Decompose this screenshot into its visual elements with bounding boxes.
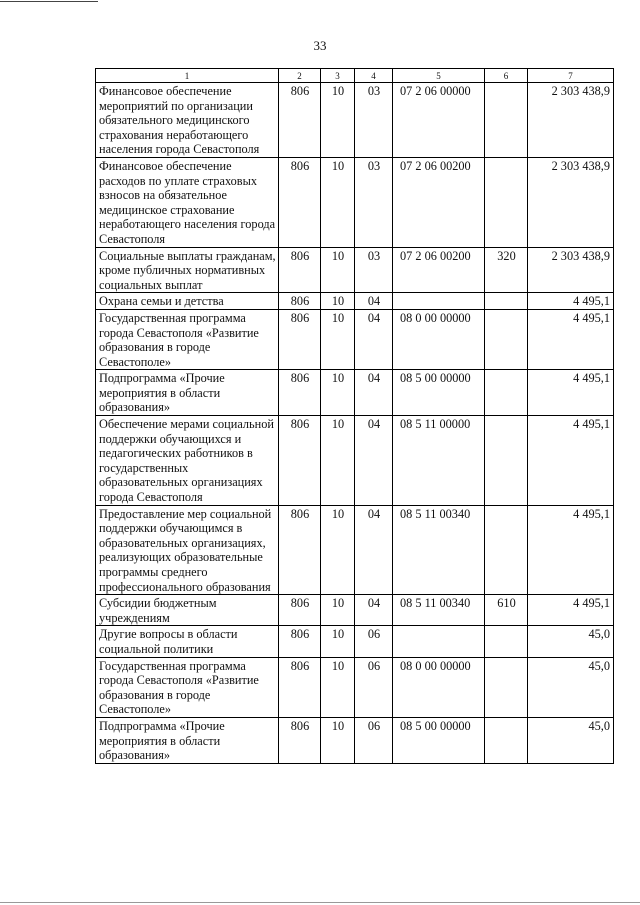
row-name-cell: Подпрограмма «Прочие мероприятия в области образования» bbox=[96, 370, 279, 416]
row-name-cell: Охрана семьи и детства bbox=[96, 293, 279, 310]
row-name-cell: Предоставление мер социальной поддержки обучающимся в образовательных организациях, реализующих образовательные программы среднего профессионального образования bbox=[96, 505, 279, 595]
row-grbs-cell: 806 bbox=[279, 595, 321, 626]
row-subsection-cell: 03 bbox=[355, 157, 393, 247]
row-subsection-cell: 04 bbox=[355, 505, 393, 595]
row-grbs-cell: 806 bbox=[279, 370, 321, 416]
row-target-article-cell: 08 5 00 00000 bbox=[393, 717, 485, 763]
row-subsection-cell: 04 bbox=[355, 370, 393, 416]
row-section-cell: 10 bbox=[321, 717, 355, 763]
row-name-cell: Подпрограмма «Прочие мероприятия в области образования» bbox=[96, 717, 279, 763]
row-expense-type-cell bbox=[485, 717, 528, 763]
table-row bbox=[96, 505, 614, 595]
header-cell: 7 bbox=[528, 69, 614, 83]
row-grbs-cell: 806 bbox=[279, 505, 321, 595]
table-row bbox=[96, 717, 614, 763]
row-amount-cell: 4 495,1 bbox=[528, 370, 614, 416]
table-row bbox=[96, 416, 614, 506]
table-row bbox=[96, 657, 614, 717]
row-target-article-cell: 08 5 11 00340 bbox=[393, 595, 485, 626]
row-subsection-cell: 03 bbox=[355, 247, 393, 293]
row-section-cell: 10 bbox=[321, 416, 355, 506]
row-expense-type-cell bbox=[485, 370, 528, 416]
row-grbs-cell: 806 bbox=[279, 626, 321, 657]
row-subsection-cell: 04 bbox=[355, 293, 393, 310]
row-expense-type-cell bbox=[485, 309, 528, 369]
row-grbs-cell: 806 bbox=[279, 83, 321, 158]
row-amount-cell: 4 495,1 bbox=[528, 293, 614, 310]
row-section-cell: 10 bbox=[321, 505, 355, 595]
row-section-cell: 10 bbox=[321, 370, 355, 416]
row-subsection-cell: 03 bbox=[355, 83, 393, 158]
row-target-article-cell: 08 0 00 00000 bbox=[393, 657, 485, 717]
row-amount-cell: 4 495,1 bbox=[528, 309, 614, 369]
row-grbs-cell: 806 bbox=[279, 416, 321, 506]
row-subsection-cell: 04 bbox=[355, 595, 393, 626]
row-grbs-cell: 806 bbox=[279, 157, 321, 247]
top-rule bbox=[0, 1, 98, 2]
row-name-cell: Другие вопросы в области социальной политики bbox=[96, 626, 279, 657]
row-amount-cell: 4 495,1 bbox=[528, 595, 614, 626]
header-cell: 1 bbox=[96, 69, 279, 83]
row-grbs-cell: 806 bbox=[279, 293, 321, 310]
row-expense-type-cell bbox=[485, 505, 528, 595]
row-name-cell: Социальные выплаты гражданам, кроме публичных нормативных социальных выплат bbox=[96, 247, 279, 293]
row-expense-type-cell bbox=[485, 416, 528, 506]
row-expense-type-cell bbox=[485, 626, 528, 657]
row-name-cell: Государственная программа города Севастополя «Развитие образования в городе Севастополе» bbox=[96, 309, 279, 369]
row-target-article-cell: 08 5 11 00340 bbox=[393, 505, 485, 595]
row-expense-type-cell bbox=[485, 657, 528, 717]
header-cell: 2 bbox=[279, 69, 321, 83]
row-subsection-cell: 04 bbox=[355, 416, 393, 506]
row-expense-type-cell bbox=[485, 157, 528, 247]
row-target-article-cell: 08 5 00 00000 bbox=[393, 370, 485, 416]
row-section-cell: 10 bbox=[321, 83, 355, 158]
table-row bbox=[96, 595, 614, 626]
row-amount-cell: 2 303 438,9 bbox=[528, 247, 614, 293]
row-target-article-cell: 07 2 06 00200 bbox=[393, 247, 485, 293]
row-target-article-cell bbox=[393, 293, 485, 310]
row-section-cell: 10 bbox=[321, 293, 355, 310]
table-row bbox=[96, 293, 614, 310]
budget-table bbox=[95, 68, 614, 764]
row-amount-cell: 4 495,1 bbox=[528, 505, 614, 595]
row-expense-type-cell: 320 bbox=[485, 247, 528, 293]
row-section-cell: 10 bbox=[321, 309, 355, 369]
row-amount-cell: 45,0 bbox=[528, 657, 614, 717]
row-expense-type-cell bbox=[485, 293, 528, 310]
row-name-cell: Финансовое обеспечение мероприятий по организации обязательного медицинского страхования неработающего населения города Севастополя bbox=[96, 83, 279, 158]
row-grbs-cell: 806 bbox=[279, 309, 321, 369]
row-target-article-cell: 08 5 11 00000 bbox=[393, 416, 485, 506]
row-section-cell: 10 bbox=[321, 247, 355, 293]
header-cell: 6 bbox=[485, 69, 528, 83]
row-section-cell: 10 bbox=[321, 595, 355, 626]
row-grbs-cell: 806 bbox=[279, 247, 321, 293]
row-name-cell: Обеспечение мерами социальной поддержки обучающихся и педагогических работников в государственных образовательных организациях города Севастополя bbox=[96, 416, 279, 506]
row-amount-cell: 2 303 438,9 bbox=[528, 83, 614, 158]
header-cell: 5 bbox=[393, 69, 485, 83]
row-name-cell: Государственная программа города Севастополя «Развитие образования в городе Севастополе» bbox=[96, 657, 279, 717]
row-amount-cell: 4 495,1 bbox=[528, 416, 614, 506]
table-row bbox=[96, 309, 614, 369]
row-amount-cell: 45,0 bbox=[528, 626, 614, 657]
row-expense-type-cell: 610 bbox=[485, 595, 528, 626]
row-target-article-cell: 08 0 00 00000 bbox=[393, 309, 485, 369]
row-name-cell: Субсидии бюджетным учреждениям bbox=[96, 595, 279, 626]
row-target-article-cell bbox=[393, 626, 485, 657]
row-amount-cell: 45,0 bbox=[528, 717, 614, 763]
table-row bbox=[96, 626, 614, 657]
row-section-cell: 10 bbox=[321, 626, 355, 657]
table-header-row bbox=[96, 69, 614, 83]
page-number: 33 bbox=[313, 38, 327, 53]
bottom-rule bbox=[0, 902, 640, 903]
header-cell: 3 bbox=[321, 69, 355, 83]
row-subsection-cell: 04 bbox=[355, 309, 393, 369]
row-section-cell: 10 bbox=[321, 157, 355, 247]
row-grbs-cell: 806 bbox=[279, 717, 321, 763]
row-section-cell: 10 bbox=[321, 657, 355, 717]
table-row bbox=[96, 157, 614, 247]
row-target-article-cell: 07 2 06 00000 bbox=[393, 83, 485, 158]
row-name-cell: Финансовое обеспечение расходов по уплате страховых взносов на обязательное медицинское страхование неработающего населения города Севастополя bbox=[96, 157, 279, 247]
row-expense-type-cell bbox=[485, 83, 528, 158]
row-amount-cell: 2 303 438,9 bbox=[528, 157, 614, 247]
row-grbs-cell: 806 bbox=[279, 657, 321, 717]
table-row bbox=[96, 83, 614, 158]
row-subsection-cell: 06 bbox=[355, 657, 393, 717]
header-cell: 4 bbox=[355, 69, 393, 83]
row-subsection-cell: 06 bbox=[355, 626, 393, 657]
table-row bbox=[96, 370, 614, 416]
table-row bbox=[96, 247, 614, 293]
row-subsection-cell: 06 bbox=[355, 717, 393, 763]
row-target-article-cell: 07 2 06 00200 bbox=[393, 157, 485, 247]
